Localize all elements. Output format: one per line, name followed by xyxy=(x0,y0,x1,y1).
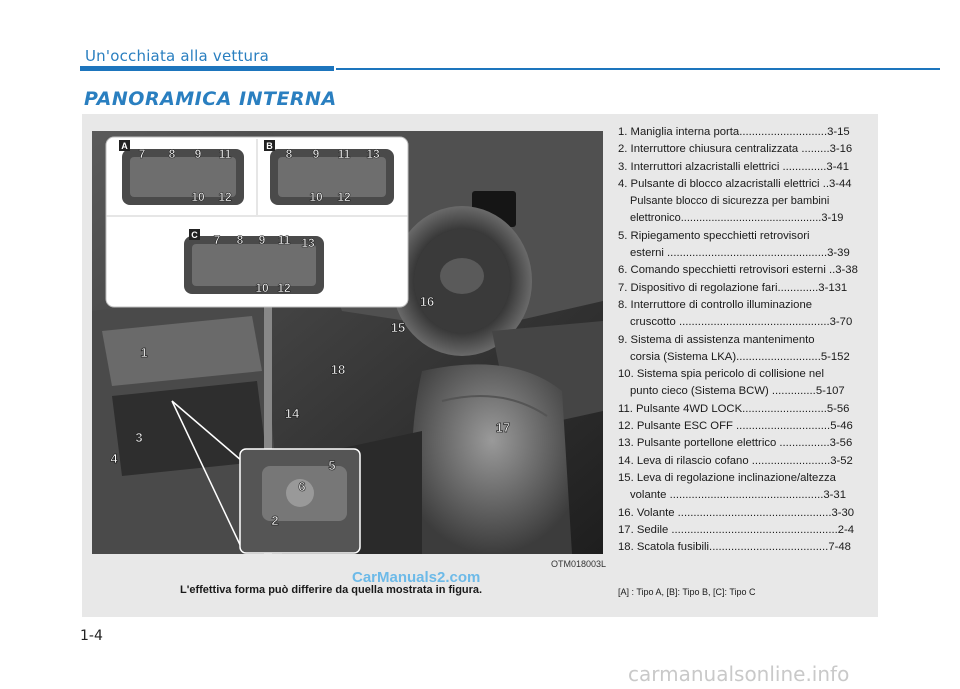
legend-line: 7. Dispositivo di regolazione fari.............3-131 xyxy=(618,281,848,294)
legend-line: 15. Leva di regolazione inclinazione/altezza xyxy=(618,471,836,484)
legend-line: 8. Interruttore di controllo illuminazione xyxy=(618,298,813,311)
legend-line-continued: punto cieco (Sistema BCW) ..............5-107 xyxy=(630,385,845,398)
legend-line: 14. Leva di rilascio cofano .........................3-52 xyxy=(618,454,853,467)
legend-item xyxy=(618,539,876,556)
legend-line: 9. Sistema di assistenza mantenimento xyxy=(618,333,815,346)
inset-b-number: 13 xyxy=(366,147,380,161)
legend-item xyxy=(618,435,876,452)
legend-item xyxy=(618,297,876,332)
legend-line: 3. Interruttori alzacristalli elettrici ..............3-41 xyxy=(618,160,850,173)
legend-item xyxy=(618,418,876,435)
legend-list xyxy=(618,124,876,556)
legend-subline: elettronico..............................................3-19 xyxy=(630,212,844,225)
legend-line-continued: corsia (Sistema LKA)...........................5-152 xyxy=(630,350,850,363)
legend-line: 18. Scatola fusibili......................................7-48 xyxy=(618,541,851,554)
interior-illustration xyxy=(92,131,603,554)
inset-b-number: 11 xyxy=(337,147,351,161)
legend-item xyxy=(618,228,876,263)
legend-item xyxy=(618,401,876,418)
header-rule-thin xyxy=(336,68,940,70)
legend-item xyxy=(618,141,876,158)
legend-item xyxy=(618,262,876,279)
legend-line: 12. Pulsante ESC OFF ..............................5-46 xyxy=(618,420,853,433)
types-note: [A] : Tipo A, [B]: Tipo B, [C]: Tipo C xyxy=(618,587,756,597)
legend-line: 5. Ripiegamento specchietti retrovisori xyxy=(618,229,810,242)
page-number: 1-4 xyxy=(80,628,103,644)
legend-line: 16. Volante .................................................3-30 xyxy=(618,506,855,519)
inset-label-c: C xyxy=(191,230,198,240)
legend-item xyxy=(618,366,876,401)
legend-line: 13. Pulsante portellone elettrico ................3-56 xyxy=(618,437,853,450)
inset-b-number: 8 xyxy=(285,147,293,161)
legend-item xyxy=(618,505,876,522)
callout-6: 6 xyxy=(298,479,306,494)
inset-label-b: B xyxy=(266,141,273,151)
inset-c-number: 7 xyxy=(213,233,221,247)
legend-line: 1. Maniglia interna porta............................3-15 xyxy=(618,126,850,138)
legend-line: 2. Interruttore chiusura centralizzata .........3-16 xyxy=(618,143,853,156)
watermark-bottom: carmanualsonline.info xyxy=(628,662,850,686)
legend-item xyxy=(618,280,876,297)
inset-b-number: 10 xyxy=(309,190,323,204)
legend-item xyxy=(618,470,876,505)
legend-item xyxy=(618,453,876,470)
inset-a-number: 7 xyxy=(138,147,146,161)
legend-line-continued: volante .................................................3-31 xyxy=(630,489,846,502)
callout-15: 15 xyxy=(390,320,406,335)
figure-note: L'effettiva forma può differire da quella mostrata in figura. xyxy=(180,584,483,596)
inset-b-number: 12 xyxy=(337,190,351,204)
inset-c-number: 12 xyxy=(277,281,291,295)
legend-subline: Pulsante blocco di sicurezza per bambini xyxy=(630,195,830,208)
inset-b-number: 9 xyxy=(312,147,320,161)
callout-14: 14 xyxy=(284,406,300,421)
watermark-top: CarManuals2.com xyxy=(352,569,481,586)
inset-c-number: 8 xyxy=(236,233,244,247)
legend-line: 10. Sistema spia pericolo di collisione nel xyxy=(618,368,824,381)
callout-1: 1 xyxy=(140,345,148,360)
legend-item xyxy=(618,159,876,176)
legend-item xyxy=(618,176,876,228)
legend-line: 17. Sedile .....................................................2-4 xyxy=(618,523,855,536)
callout-17: 17 xyxy=(495,420,511,435)
callout-18: 18 xyxy=(330,362,346,377)
section-label: Un'occhiata alla vettura xyxy=(85,47,270,65)
illustration-code: OTM018003L xyxy=(551,559,607,569)
inset-c-number: 13 xyxy=(301,236,315,250)
callout-3: 3 xyxy=(135,430,143,445)
inset-a-number: 8 xyxy=(168,147,176,161)
page-title: PANORAMICA INTERNA xyxy=(84,88,337,110)
inset-label-a: A xyxy=(121,141,128,151)
inset-a-number: 12 xyxy=(218,190,232,204)
legend-line: 4. Pulsante di blocco alzacristalli elettrici ..3-44 xyxy=(618,177,852,190)
legend-line-continued: esterni ...................................................3-39 xyxy=(630,247,850,260)
legend-item xyxy=(618,332,876,367)
callout-16: 16 xyxy=(419,294,435,309)
inset-a-number: 9 xyxy=(194,147,202,161)
legend-line-continued: cruscotto ................................................3-70 xyxy=(630,316,853,329)
header-rule-thick xyxy=(80,66,334,71)
inset-a-number: 11 xyxy=(218,147,232,161)
callout-4: 4 xyxy=(110,451,118,466)
legend-line: 6. Comando specchietti retrovisori esterni ..3-38 xyxy=(618,264,858,277)
callout-5: 5 xyxy=(328,458,336,473)
legend-item xyxy=(618,124,876,141)
inset-c-number: 10 xyxy=(255,281,269,295)
inset-a-number: 10 xyxy=(191,190,205,204)
legend-line: 11. Pulsante 4WD LOCK...........................5-56 xyxy=(618,402,850,415)
callout-2: 2 xyxy=(271,513,279,528)
inset-c-number: 11 xyxy=(277,233,291,247)
inset-c-number: 9 xyxy=(258,233,266,247)
legend-item xyxy=(618,522,876,539)
